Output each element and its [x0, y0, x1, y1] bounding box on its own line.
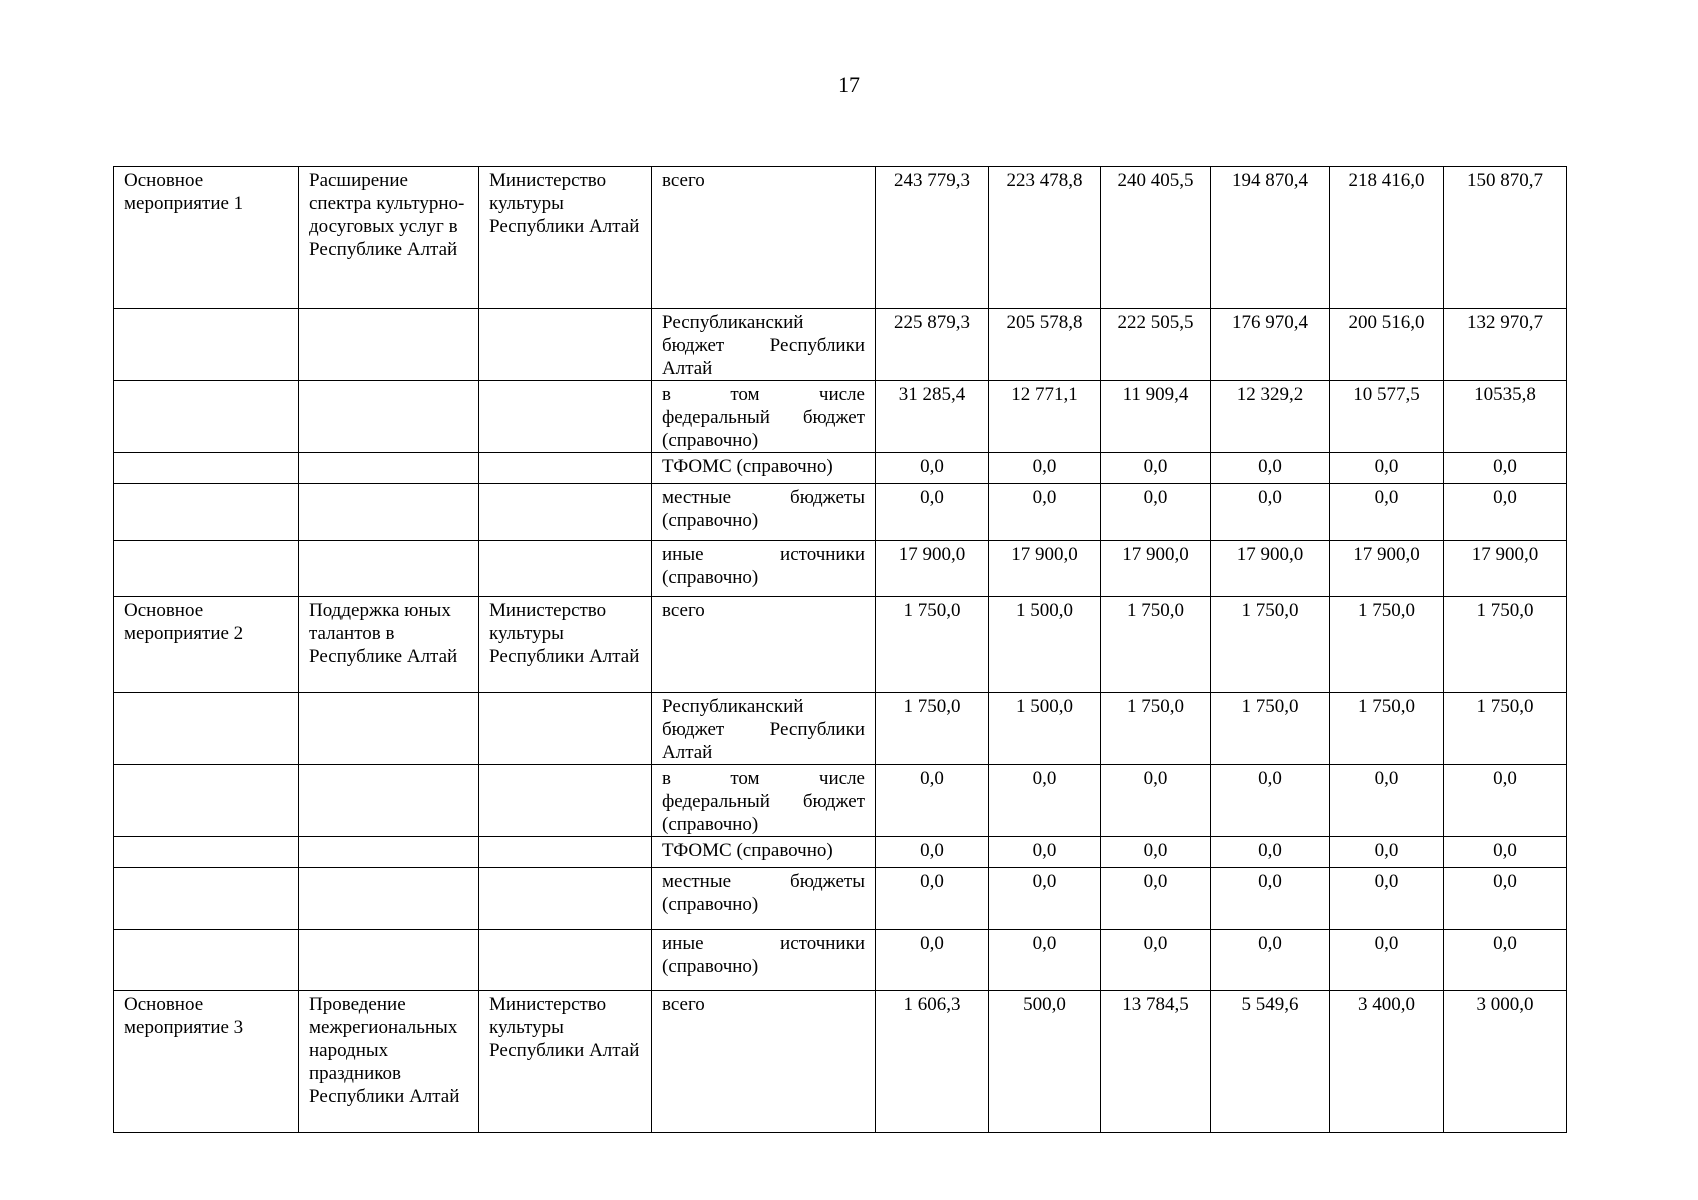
value-cell: 243 779,3: [876, 167, 989, 309]
funding-source-cell: всего: [652, 991, 876, 1133]
value-cell: 1 750,0: [1101, 597, 1211, 693]
table-row: [114, 991, 1567, 1133]
value-cell: 200 516,0: [1330, 309, 1444, 381]
activity-name-cell: [299, 868, 479, 930]
executor-cell: [479, 484, 652, 541]
table-row: [114, 693, 1567, 765]
value-cell: 0,0: [989, 765, 1101, 837]
funding-source-cell: местные бюджеты (справочно): [652, 868, 876, 930]
executor-cell: [479, 868, 652, 930]
executor-cell: [479, 381, 652, 453]
funding-source-cell: всего: [652, 167, 876, 309]
value-cell: 205 578,8: [989, 309, 1101, 381]
value-cell: 11 909,4: [1101, 381, 1211, 453]
activity-name-cell: [299, 484, 479, 541]
value-cell: 17 900,0: [1101, 541, 1211, 597]
value-cell: 3 000,0: [1444, 991, 1567, 1133]
executor-cell: [479, 453, 652, 484]
event-cell: Основное мероприятие 1: [114, 167, 299, 309]
table-row: [114, 381, 1567, 453]
value-cell: 0,0: [1330, 868, 1444, 930]
executor-cell: Министерство культуры Республики Алтай: [479, 167, 652, 309]
value-cell: 0,0: [1444, 930, 1567, 991]
value-cell: 0,0: [1330, 453, 1444, 484]
event-cell: [114, 693, 299, 765]
value-cell: 0,0: [989, 484, 1101, 541]
value-cell: 0,0: [1330, 484, 1444, 541]
value-cell: 12 329,2: [1211, 381, 1330, 453]
table-row: [114, 167, 1567, 309]
activity-name-cell: [299, 837, 479, 868]
value-cell: 0,0: [876, 930, 989, 991]
value-cell: 0,0: [876, 765, 989, 837]
executor-cell: Министерство культуры Республики Алтай: [479, 991, 652, 1133]
value-cell: 13 784,5: [1101, 991, 1211, 1133]
table-row: [114, 868, 1567, 930]
value-cell: 225 879,3: [876, 309, 989, 381]
value-cell: 17 900,0: [1330, 541, 1444, 597]
value-cell: 1 750,0: [1101, 693, 1211, 765]
value-cell: 0,0: [1101, 453, 1211, 484]
table-row: [114, 837, 1567, 868]
value-cell: 0,0: [1101, 868, 1211, 930]
value-cell: 12 771,1: [989, 381, 1101, 453]
activity-name-cell: [299, 541, 479, 597]
value-cell: 5 549,6: [1211, 991, 1330, 1133]
table-row: [114, 597, 1567, 693]
event-cell: [114, 309, 299, 381]
value-cell: 0,0: [1444, 484, 1567, 541]
value-cell: 0,0: [1330, 765, 1444, 837]
activity-name-cell: Проведение межрегиональных народных праздников Республики Алтай: [299, 991, 479, 1133]
executor-cell: [479, 309, 652, 381]
event-cell: Основное мероприятие 3: [114, 991, 299, 1133]
funding-source-cell: ТФОМС (справочно): [652, 453, 876, 484]
value-cell: 1 750,0: [876, 693, 989, 765]
value-cell: 17 900,0: [989, 541, 1101, 597]
executor-cell: [479, 693, 652, 765]
value-cell: 0,0: [1330, 930, 1444, 991]
event-cell: [114, 381, 299, 453]
table-row: [114, 930, 1567, 991]
value-cell: 17 900,0: [876, 541, 989, 597]
value-cell: 150 870,7: [1444, 167, 1567, 309]
value-cell: 1 500,0: [989, 693, 1101, 765]
value-cell: 176 970,4: [1211, 309, 1330, 381]
value-cell: 218 416,0: [1330, 167, 1444, 309]
value-cell: 0,0: [876, 837, 989, 868]
value-cell: 0,0: [1101, 930, 1211, 991]
value-cell: 194 870,4: [1211, 167, 1330, 309]
value-cell: 132 970,7: [1444, 309, 1567, 381]
value-cell: 0,0: [1211, 868, 1330, 930]
event-cell: [114, 453, 299, 484]
table-row: [114, 541, 1567, 597]
value-cell: 1 750,0: [1330, 693, 1444, 765]
event-cell: [114, 868, 299, 930]
value-cell: 1 500,0: [989, 597, 1101, 693]
page-number: 17: [838, 72, 860, 97]
value-cell: 0,0: [1101, 484, 1211, 541]
activity-name-cell: [299, 381, 479, 453]
funding-source-cell: в том числе федеральный бюджет (справочно): [652, 765, 876, 837]
value-cell: 0,0: [876, 868, 989, 930]
value-cell: 0,0: [1101, 765, 1211, 837]
funding-source-cell: в том числе федеральный бюджет (справочно): [652, 381, 876, 453]
value-cell: 17 900,0: [1444, 541, 1567, 597]
executor-cell: Министерство культуры Республики Алтай: [479, 597, 652, 693]
event-cell: [114, 765, 299, 837]
activity-name-cell: [299, 765, 479, 837]
activity-name-cell: [299, 930, 479, 991]
funding-source-cell: иные источники (справочно): [652, 930, 876, 991]
executor-cell: [479, 930, 652, 991]
table-row: [114, 765, 1567, 837]
value-cell: 0,0: [876, 484, 989, 541]
value-cell: 0,0: [1211, 930, 1330, 991]
executor-cell: [479, 765, 652, 837]
value-cell: 0,0: [876, 453, 989, 484]
value-cell: 1 750,0: [876, 597, 989, 693]
value-cell: 222 505,5: [1101, 309, 1211, 381]
value-cell: 0,0: [1444, 453, 1567, 484]
value-cell: 1 606,3: [876, 991, 989, 1133]
event-cell: Основное мероприятие 2: [114, 597, 299, 693]
value-cell: 1 750,0: [1330, 597, 1444, 693]
activity-name-cell: [299, 693, 479, 765]
table-row: [114, 309, 1567, 381]
table-row: [114, 453, 1567, 484]
funding-source-cell: местные бюджеты (справочно): [652, 484, 876, 541]
value-cell: 0,0: [1330, 837, 1444, 868]
funding-source-cell: Республиканский бюджет Республики Алтай: [652, 693, 876, 765]
value-cell: 0,0: [1211, 484, 1330, 541]
funding-source-cell: ТФОМС (справочно): [652, 837, 876, 868]
funding-source-cell: Республиканский бюджет Республики Алтай: [652, 309, 876, 381]
value-cell: 0,0: [989, 930, 1101, 991]
value-cell: 1 750,0: [1444, 693, 1567, 765]
value-cell: 0,0: [1444, 837, 1567, 868]
value-cell: 0,0: [1444, 765, 1567, 837]
value-cell: 10 577,5: [1330, 381, 1444, 453]
activity-name-cell: Расширение спектра культурно-досуговых услуг в Республике Алтай: [299, 167, 479, 309]
value-cell: 240 405,5: [1101, 167, 1211, 309]
value-cell: 31 285,4: [876, 381, 989, 453]
value-cell: 1 750,0: [1211, 693, 1330, 765]
value-cell: 1 750,0: [1444, 597, 1567, 693]
value-cell: 10535,8: [1444, 381, 1567, 453]
value-cell: 3 400,0: [1330, 991, 1444, 1133]
value-cell: 0,0: [989, 868, 1101, 930]
value-cell: 0,0: [1211, 453, 1330, 484]
table-row: [114, 484, 1567, 541]
funding-source-cell: всего: [652, 597, 876, 693]
activity-name-cell: [299, 309, 479, 381]
event-cell: [114, 484, 299, 541]
table-body: [114, 167, 1567, 1133]
value-cell: 0,0: [1444, 868, 1567, 930]
value-cell: 0,0: [989, 453, 1101, 484]
value-cell: 500,0: [989, 991, 1101, 1133]
budget-table: [113, 166, 1567, 1133]
value-cell: 0,0: [1101, 837, 1211, 868]
value-cell: 1 750,0: [1211, 597, 1330, 693]
activity-name-cell: Поддержка юных талантов в Республике Алтай: [299, 597, 479, 693]
value-cell: 223 478,8: [989, 167, 1101, 309]
executor-cell: [479, 837, 652, 868]
event-cell: [114, 541, 299, 597]
funding-source-cell: иные источники (справочно): [652, 541, 876, 597]
activity-name-cell: [299, 453, 479, 484]
event-cell: [114, 837, 299, 868]
value-cell: 0,0: [989, 837, 1101, 868]
executor-cell: [479, 541, 652, 597]
value-cell: 17 900,0: [1211, 541, 1330, 597]
value-cell: 0,0: [1211, 837, 1330, 868]
event-cell: [114, 930, 299, 991]
value-cell: 0,0: [1211, 765, 1330, 837]
